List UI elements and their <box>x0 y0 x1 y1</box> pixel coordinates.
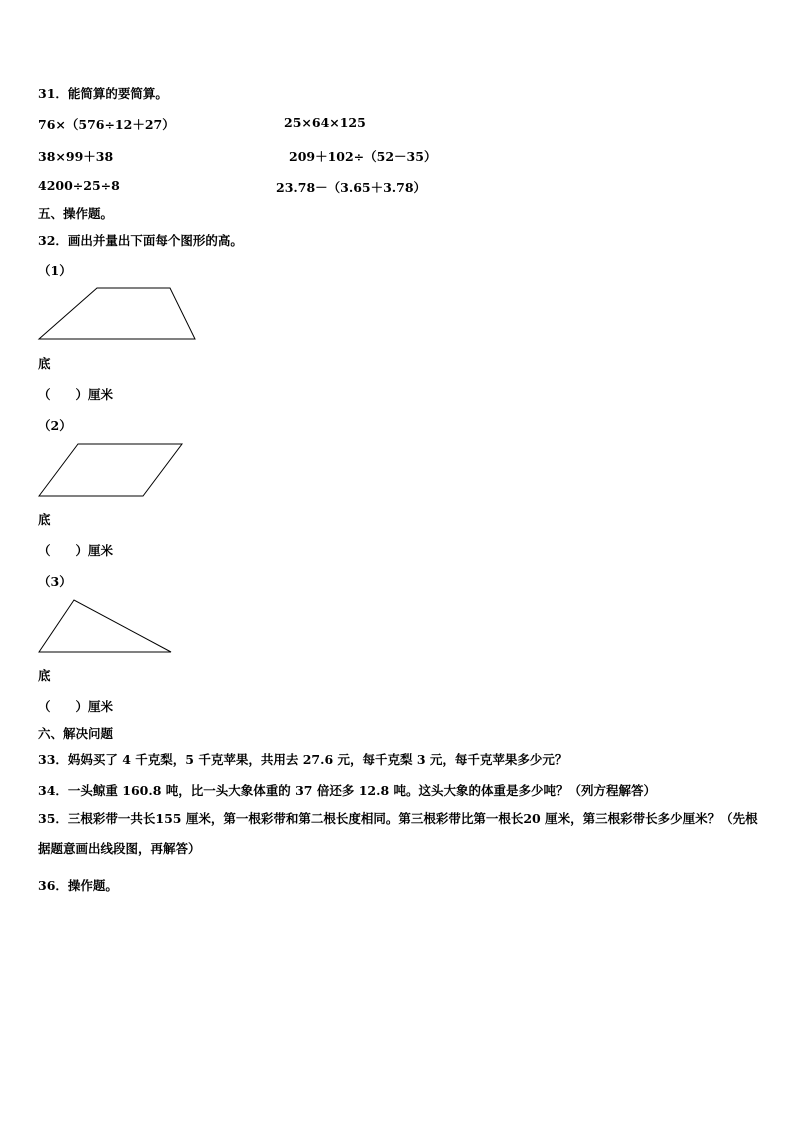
q31-expr-6: 23.78－（3.65＋3.78） <box>276 180 427 195</box>
figure-2-answer: （ ）厘米 <box>38 543 114 558</box>
q31-title: 31．能简算的要简算。 <box>38 86 168 101</box>
figure-3-answer: （ ）厘米 <box>38 699 114 714</box>
figure-2-label: （2） <box>38 418 72 433</box>
q31-expr-2: 25×64×125 <box>284 115 366 130</box>
q31-expr-1: 76×（576÷12＋27） <box>38 117 175 132</box>
q32-title: 32．画出并量出下面每个图形的高。 <box>38 233 243 248</box>
q31-expr-4: 209＋102÷（52－35） <box>289 149 437 164</box>
section-5-heading: 五、操作题。 <box>38 206 114 221</box>
parallelogram-figure <box>36 442 186 499</box>
figure-1-label: （1） <box>38 263 72 278</box>
figure-3-label: （3） <box>38 574 72 589</box>
trapezoid-figure <box>36 286 198 342</box>
figure-3-base-label: 底 <box>38 668 51 683</box>
q33-text: 33．妈妈买了 4 千克梨，5 千克苹果，共用去 27.6 元，每千克梨 3 元，每千克苹果多少元？ <box>38 752 568 767</box>
triangle-figure <box>36 597 174 655</box>
q31-expr-5: 4200÷25÷8 <box>38 178 120 193</box>
section-6-heading: 六、解决问题 <box>38 726 114 741</box>
q31-expr-3: 38×99＋38 <box>38 149 114 164</box>
q34-text: 34．一头鲸重 160.8 吨，比一头大象体重的 37 倍还多 12.8 吨。这头大象的体重是多少吨？（列方程解答） <box>38 783 656 798</box>
figure-2-base-label: 底 <box>38 512 51 527</box>
figure-1-base-label: 底 <box>38 356 51 371</box>
figure-1-answer: （ ）厘米 <box>38 387 114 402</box>
q35-text: 35．三根彩带一共长155 厘米，第一根彩带和第二根长度相同。第三根彩带比第一根长20 厘米，第三根彩带长多少厘米？（先根据题意画出线段图，再解答） <box>38 811 758 856</box>
q36-text: 36．操作题。 <box>38 878 118 893</box>
